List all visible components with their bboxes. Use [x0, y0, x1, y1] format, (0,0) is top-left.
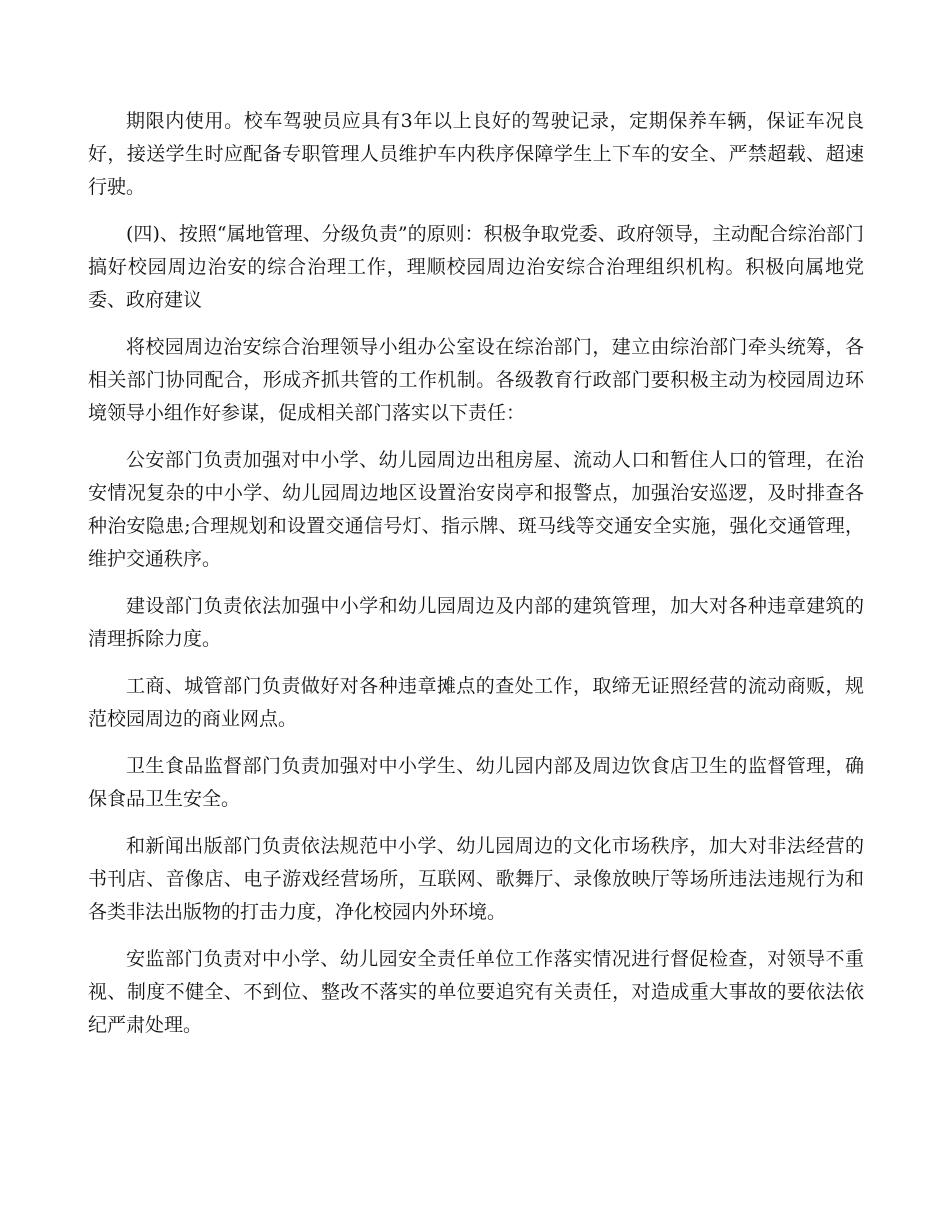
paragraph-territorial-management: (四)、按照“属地管理、分级负责”的原则：积极争取党委、政府领导，主动配合综治部门搞好校园周边治安的综合治理工作，理顺校园周边治安综合治理组织机构。积极向属地党委、政府建议: [88, 223, 864, 311]
paragraph-commerce-urban: 工商、城管部门负责做好对各种违章摊点的查处工作，取缔无证照经营的流动商贩，规范校园周边的商业网点。: [88, 675, 864, 730]
paragraph-safety-supervision: 安监部门负责对中小学、幼儿园安全责任单位工作落实情况进行督促检查，对领导不重视、制度不健全、不到位、整改不落实的单位要追究有关责任，对造成重大事故的要依法依纪严肃处理。: [88, 948, 864, 1036]
paragraph-food-hygiene: 卫生食品监督部门负责加强对中小学生、幼儿园内部及周边饮食店卫生的监督管理，确保食品卫生安全。: [88, 755, 864, 810]
paragraph-school-bus: 期限内使用。校车驾驶员应具有3年以上良好的驾驶记录，定期保养车辆，保证车况良好，接送学生时应配备专职管理人员维护车内秩序保障学生上下车的安全、严禁超载、超速行驶。: [88, 110, 864, 198]
paragraph-press-publication: 和新闻出版部门负责依法规范中小学、幼儿园周边的文化市场秩序，加大对非法经营的书刊店、音像店、电子游戏经营场所，互联网、歌舞厅、录像放映厅等场所违法违规行为和各类非法出版物的打击力度，净化校园内外环境。: [88, 835, 864, 923]
paragraph-public-security: 公安部门负责加强对中小学、幼儿园周边出租房屋、流动人口和暂住人口的管理，在治安情况复杂的中小学、幼儿园周边地区设置治安岗亭和报警点，加强治安巡逻，及时排查各种治安隐患;合理规划和设置交通信号灯、指示牌、斑马线等交通安全实施，强化交通管理，维护交通秩序。: [88, 449, 864, 570]
paragraph-coordination-office: 将校园周边治安综合治理领导小组办公室设在综治部门，建立由综治部门牵头统筹，各相关部门协同配合，形成齐抓共管的工作机制。各级教育行政部门要积极主动为校园周边环境领导小组作好参谋，促成相关部门落实以下责任：: [88, 336, 864, 424]
document-page: [88, 105, 864, 1056]
paragraph-construction: 建设部门负责依法加强中小学和幼儿园周边及内部的建筑管理，加大对各种违章建筑的清理拆除力度。: [88, 595, 864, 650]
